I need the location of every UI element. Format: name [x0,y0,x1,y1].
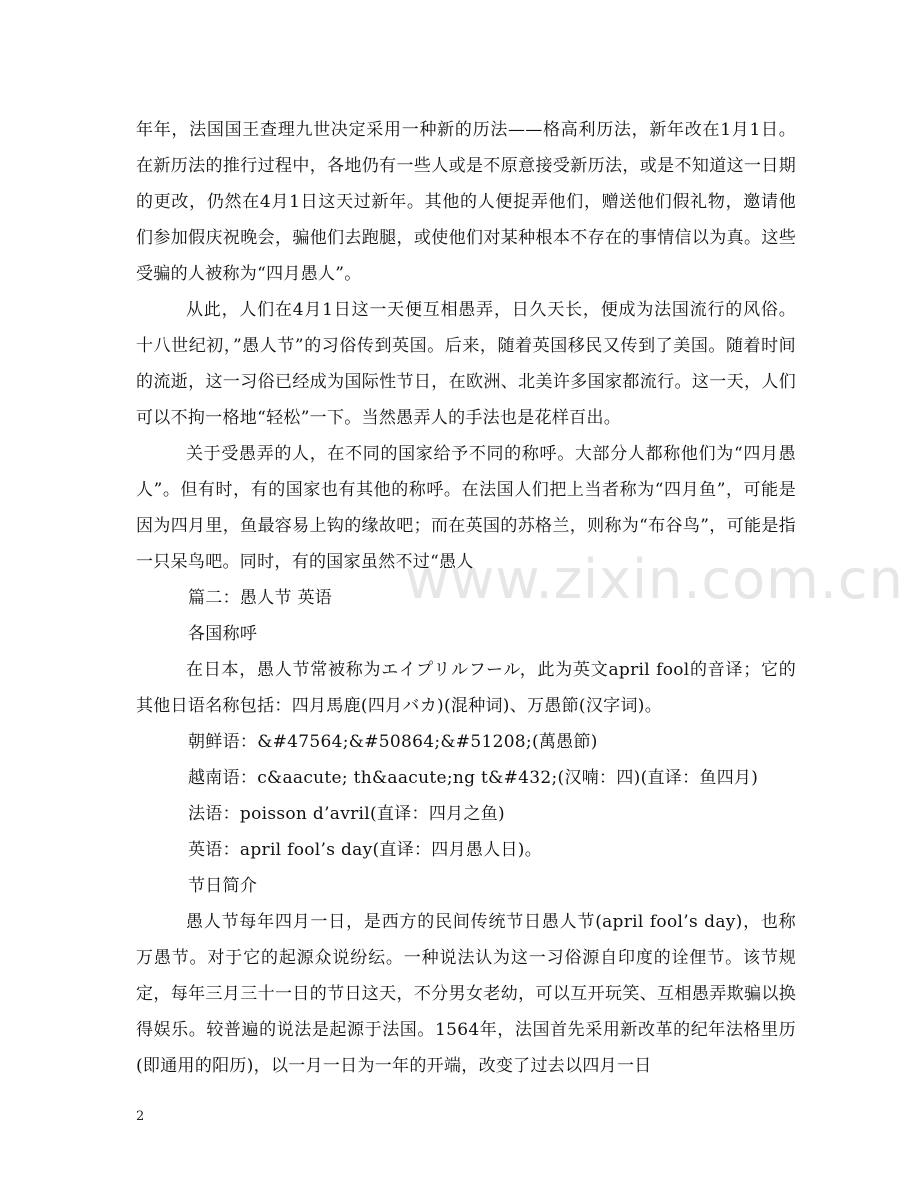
subheading-country-names: 各国称呼 [188,624,258,644]
watermark: www.zixin.com.cn [405,548,904,611]
paragraph-2: 从此，人们在4月1日这一天便互相愚弄，日久天长，便成为法国流行的风俗。十八世纪初，”愚人节”的习俗传到英国。后来，随着英国移民又传到了美国。随着时间的流逝，这一习俗已经成为国际性节日，在欧洲、北美许多国家都流行。这一天，人们可以不拘一格地“轻松”一下。当然愚弄人的手法也是花样百出。 [136,300,796,428]
paragraph-1: 年年，法国国王查理九世决定采用一种新的历法——格高利历法，新年改在1月1日。在新历法的推行过程中，各地仍有一些人或是不原意接受新历法，或是不知道这一日期的更改，仍然在4月1日这天过新年。其他的人便捉弄他们，赠送他们假礼物，邀请他们参加假庆祝晚会，骗他们去跑腿，或使他们对某种根本不存在的事情信以为真。这些受骗的人被称为“四月愚人”。 [136,120,796,284]
line-korean: 朝鲜语：&#47564;&#50864;&#51208;(萬愚節) [188,732,598,752]
section-heading: 篇二：愚人节 英语 [188,588,333,608]
subheading-introduction: 节日简介 [188,876,258,896]
paragraph-3: 关于受愚弄的人，在不同的国家给予不同的称呼。大部分人都称他们为“四月愚人”。但有时，有的国家也有其他的称呼。在法国人们把上当者称为“四月鱼”，可能是因为四月里，鱼最容易上钩的缘故吧；而在英国的苏格兰，则称为“布谷鸟”，可能是指一只呆鸟吧。同时，有的国家虽然不过“愚人 [136,444,796,572]
line-vietnamese: 越南语：c&aacute; th&aacute;ng t&#432;(汉喃：四)(直译：鱼四月) [188,768,759,788]
document-body [136,112,796,1084]
paragraph-japan: 在日本，愚人节常被称为エイプリルフール，此为英文april fool的音译；它的其他日语名称包括：四月馬鹿(四月バカ)(混种词)、万愚節(汉字词)。 [136,660,796,716]
line-french: 法语：poisson d’avril(直译：四月之鱼) [188,804,505,824]
paragraph-introduction: 愚人节每年四月一日，是西方的民间传统节日愚人节(april fool’s day)，也称万愚节。对于它的起源众说纷纭。一种说法认为这一习俗源自印度的诠俚节。该节规定，每年三月三十一日的节日这天，不分男女老幼，可以互开玩笑、互相愚弄欺骗以换得娱乐。较普遍的说法是起源于法国。1564年，法国首先采用新改革的纪年法格里历(即通用的阳历)，以一月一日为一年的开端，改变了过去以四月一日 [136,912,796,1076]
page-number: 2 [136,1109,145,1124]
line-english: 英语：april fool’s day(直译：四月愚人日)。 [188,840,543,860]
